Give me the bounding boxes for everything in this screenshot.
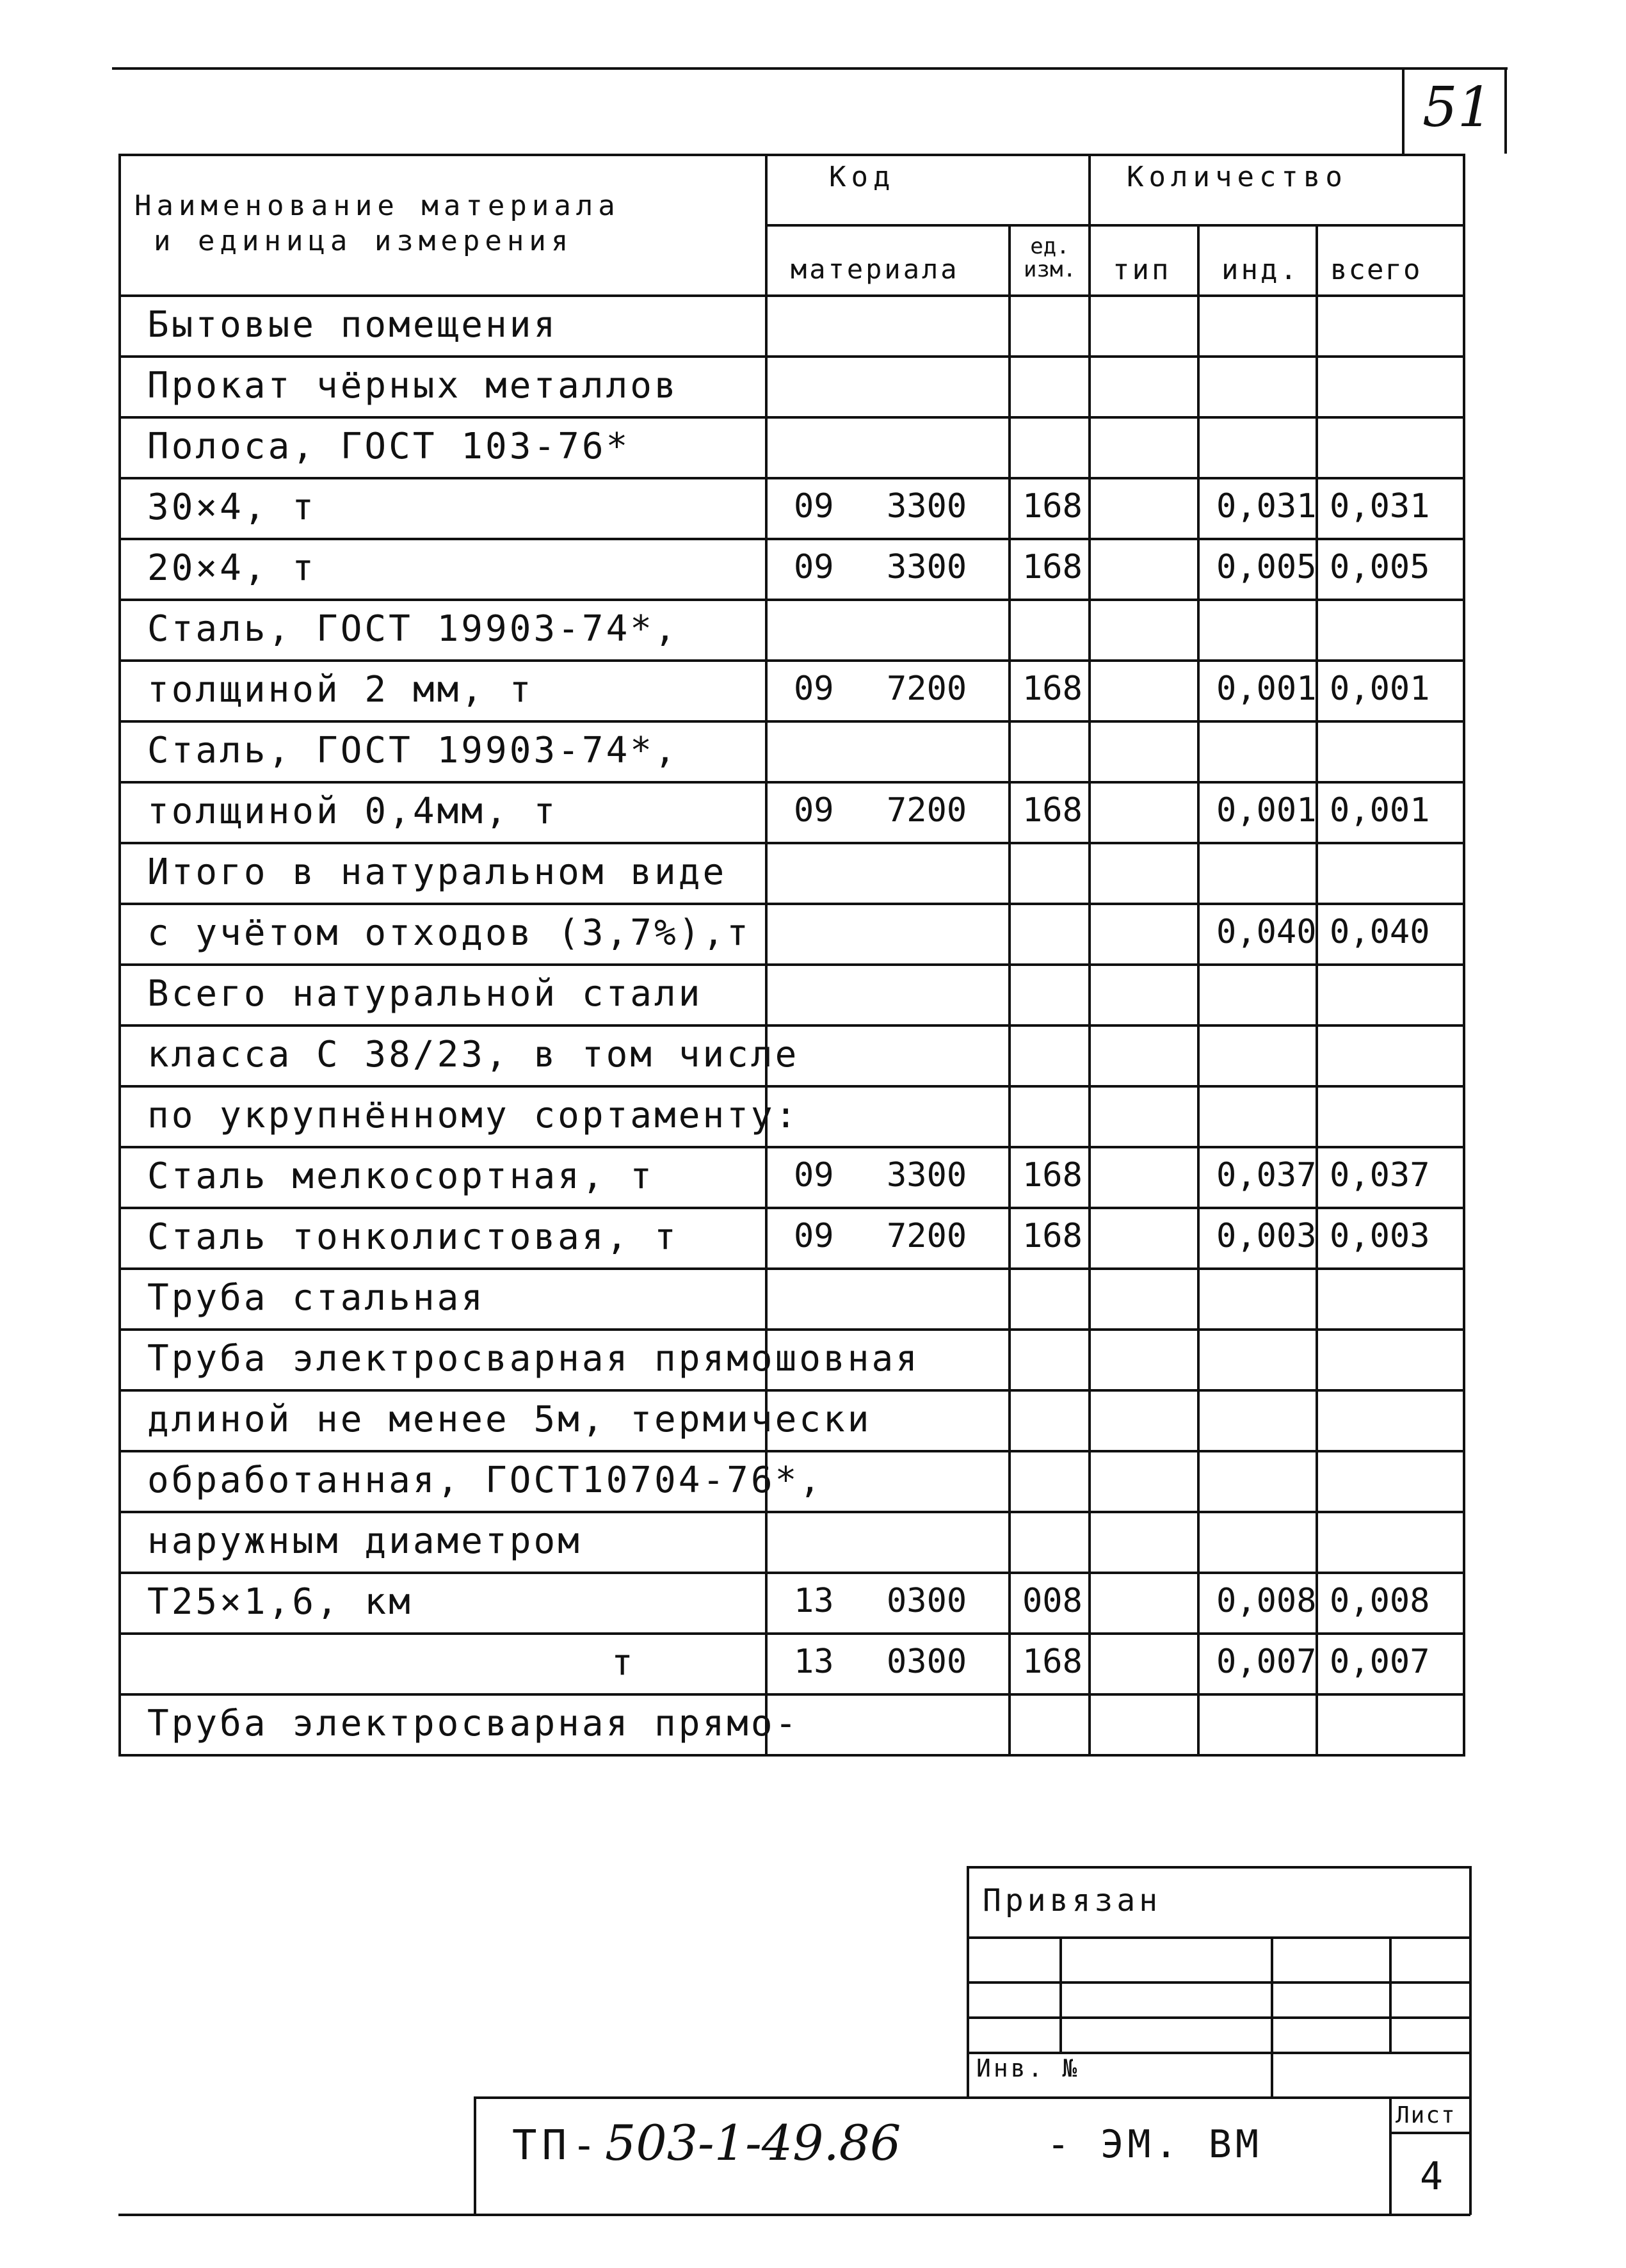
row-unit: 168 [1022, 670, 1083, 708]
row-line [118, 781, 1465, 784]
row-name: толщиной 0,4мм, т [147, 791, 558, 832]
row-line [118, 1450, 1465, 1452]
row-code-group: 13 [794, 1582, 834, 1620]
row-code-group: 09 [794, 1156, 834, 1194]
row-ind: 0,003 [1216, 1217, 1317, 1255]
row-name: толщиной 2 мм, т [147, 669, 534, 711]
row-total: 0,008 [1330, 1582, 1430, 1620]
row-code-number: 3300 [887, 548, 967, 586]
stamp-col-1 [1059, 1936, 1062, 2052]
stamp-right-line [1469, 1866, 1472, 2215]
col-line-code [765, 154, 768, 1754]
sheet-box-right [1504, 67, 1507, 154]
row-line [118, 477, 1465, 479]
row-ind: 0,040 [1216, 913, 1317, 951]
stamp-inv-no: Инв. № [976, 2054, 1080, 2082]
row-total: 0,001 [1330, 791, 1430, 830]
row-line [118, 720, 1465, 723]
stamp-privyazan: Привязан [983, 1883, 1162, 1918]
row-name: Прокат чёрных металлов [147, 365, 679, 406]
sheet-number: 51 [1422, 76, 1493, 140]
title-sheet-mid [1389, 2132, 1469, 2134]
row-code-group: 09 [794, 670, 834, 708]
row-name: Т25×1,6, км [147, 1581, 413, 1623]
top-frame-line [112, 67, 1508, 70]
col-line-quantity [1088, 154, 1091, 1754]
table-left-line [118, 154, 121, 1754]
table-top-line [118, 154, 1465, 156]
row-name: Всего натуральной стали [147, 973, 703, 1015]
sheet-box-left [1402, 67, 1405, 154]
row-line [118, 1693, 1465, 1696]
row-name: Труба стальная [147, 1277, 486, 1319]
row-line [118, 903, 1465, 905]
row-code-number: 3300 [887, 487, 967, 526]
row-line [118, 355, 1465, 358]
row-total: 0,005 [1330, 548, 1430, 586]
row-name: Труба электросварная прямошовная [147, 1338, 920, 1379]
row-unit: 168 [1022, 1217, 1083, 1255]
row-ind: 0,031 [1216, 487, 1317, 526]
sheet-value: 4 [1420, 2154, 1444, 2199]
header-total: всего [1330, 253, 1422, 286]
col-line-ind [1197, 224, 1200, 1754]
row-ind: 0,008 [1216, 1582, 1317, 1620]
row-total: 0,040 [1330, 913, 1430, 951]
row-name: 20×4, т [147, 547, 317, 589]
row-line [118, 963, 1465, 966]
stamp-col-2 [1271, 1936, 1273, 2096]
row-name: 30×4, т [147, 487, 317, 528]
header-name-line2: и единица измерения [154, 225, 574, 257]
stamp-top-line [967, 1866, 1469, 1869]
row-ind: 0,005 [1216, 548, 1317, 586]
row-unit: 168 [1022, 487, 1083, 526]
row-code-group: 09 [794, 791, 834, 830]
header-name-line1: Наименование материала [134, 189, 620, 222]
title-block-left [474, 2096, 476, 2215]
stamp-line-3 [967, 2016, 1469, 2019]
row-line [118, 1024, 1465, 1027]
row-code-number: 7200 [887, 791, 967, 830]
row-name: с учётом отходов (3,7%),т [147, 912, 751, 954]
row-line [118, 1511, 1465, 1513]
sheet-label: Лист [1396, 2102, 1456, 2128]
row-name: длиной не менее 5м, термически [147, 1399, 872, 1440]
row-code-number: 0300 [887, 1643, 967, 1681]
row-line [118, 599, 1465, 601]
row-line [118, 1632, 1465, 1635]
doc-prefix: ТП- [512, 2122, 602, 2169]
stamp-col-3 [1389, 1936, 1392, 2052]
row-line [118, 1328, 1465, 1331]
header-code: Код [829, 161, 896, 193]
col-line-unit [1008, 224, 1011, 1754]
row-unit: 168 [1022, 1643, 1083, 1681]
row-name: т [611, 1642, 636, 1684]
row-line [118, 538, 1465, 540]
header-material: материала [791, 253, 960, 285]
row-name: Бытовые помещения [147, 304, 558, 346]
header-quantity: Количество [1127, 161, 1348, 193]
row-name: Труба электросварная прямо- [147, 1703, 800, 1744]
header-type: тип [1113, 253, 1171, 286]
doc-suffix: - ЭМ. ВМ [1047, 2122, 1262, 2167]
row-code-group: 09 [794, 548, 834, 586]
row-code-group: 09 [794, 1217, 834, 1255]
stamp-line-1 [967, 1936, 1469, 1939]
row-line [118, 1754, 1465, 1757]
header-unit: ед. изм. [1024, 234, 1076, 282]
row-line [118, 1146, 1465, 1148]
row-name: Сталь мелкосортная, т [147, 1155, 655, 1197]
doc-number: 503-1-49.86 [605, 2114, 901, 2171]
row-ind: 0,037 [1216, 1156, 1317, 1194]
row-unit: 168 [1022, 1156, 1083, 1194]
table-right-line [1463, 154, 1465, 1754]
row-total: 0,001 [1330, 670, 1430, 708]
row-code-group: 13 [794, 1643, 834, 1681]
row-total: 0,003 [1330, 1217, 1430, 1255]
row-code-number: 0300 [887, 1582, 967, 1620]
row-name: Сталь, ГОСТ 19903-74*, [147, 608, 679, 650]
row-unit: 008 [1022, 1582, 1083, 1620]
header-bottom-line [118, 294, 1465, 297]
title-block-top [474, 2096, 1469, 2099]
row-name: Полоса, ГОСТ 103-76* [147, 426, 631, 467]
row-name: наружным диаметром [147, 1520, 582, 1562]
row-line [118, 1085, 1465, 1088]
row-ind: 0,001 [1216, 670, 1317, 708]
row-line [118, 842, 1465, 844]
row-code-number: 7200 [887, 1217, 967, 1255]
row-ind: 0,001 [1216, 791, 1317, 830]
row-line [118, 1389, 1465, 1392]
page-bottom-line [118, 2214, 1470, 2216]
row-code-number: 7200 [887, 670, 967, 708]
row-unit: 168 [1022, 548, 1083, 586]
title-sheet-left [1389, 2096, 1392, 2215]
row-line [118, 416, 1465, 419]
row-code-number: 3300 [887, 1156, 967, 1194]
row-name: Итого в натуральном виде [147, 851, 727, 893]
row-line [118, 1572, 1465, 1574]
row-line [118, 659, 1465, 662]
row-name: Сталь, ГОСТ 19903-74*, [147, 730, 679, 771]
row-ind: 0,007 [1216, 1643, 1317, 1681]
col-line-total [1316, 224, 1318, 1754]
row-name: Сталь тонколистовая, т [147, 1216, 679, 1258]
row-name: обработанная, ГОСТ10704-76*, [147, 1460, 824, 1501]
stamp-line-2 [967, 1981, 1469, 1984]
row-line [118, 1267, 1465, 1270]
header-split-line [765, 224, 1465, 227]
row-total: 0,031 [1330, 487, 1430, 526]
row-name: класса С 38/23, в том числе [147, 1034, 800, 1075]
row-line [118, 1207, 1465, 1209]
row-code-group: 09 [794, 487, 834, 526]
row-name: по укрупнённому сортаменту: [147, 1095, 800, 1136]
row-total: 0,007 [1330, 1643, 1430, 1681]
row-unit: 168 [1022, 791, 1083, 830]
header-ind: инд. [1221, 253, 1300, 286]
row-total: 0,037 [1330, 1156, 1430, 1194]
